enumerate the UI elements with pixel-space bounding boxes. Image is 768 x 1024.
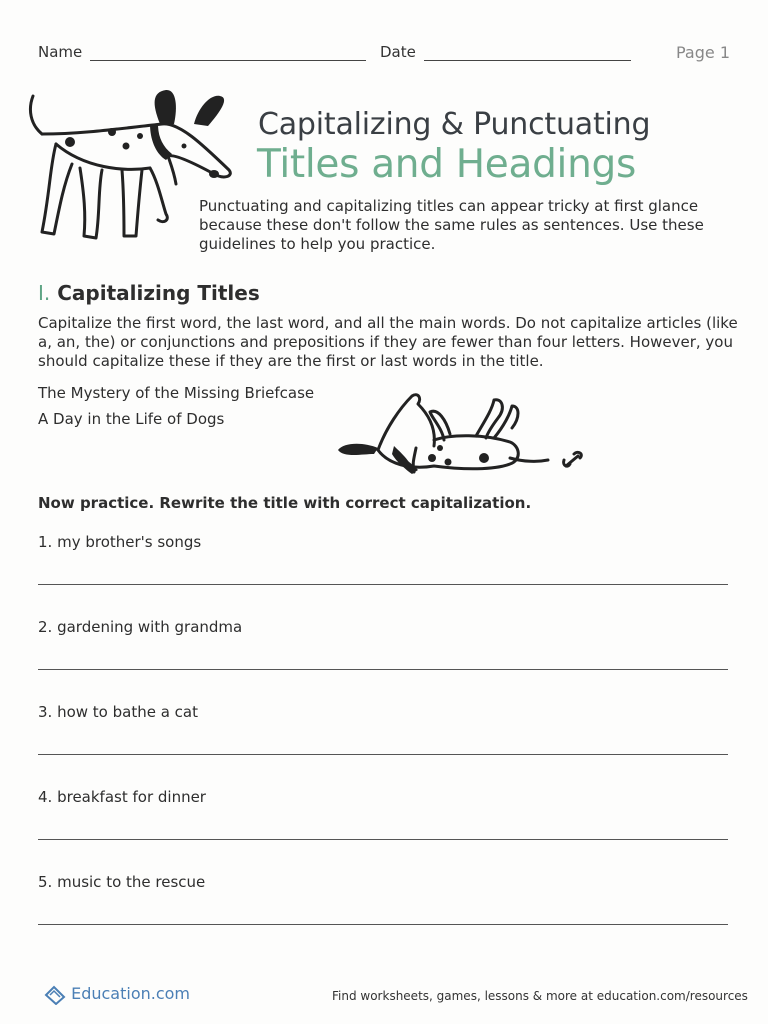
- question-item: 2. gardening with grandma: [38, 618, 243, 636]
- practice-instruction: Now practice. Rewrite the title with correct capitalization.: [38, 494, 532, 512]
- date-field[interactable]: [424, 60, 631, 61]
- intro-paragraph: Punctuating and capitalizing titles can appear tricky at first glance because these don't follow the same rules as sentences. Use these guidelines to help you practice.: [199, 197, 704, 253]
- name-label: Name: [38, 43, 83, 61]
- question-item: 4. breakfast for dinner: [38, 788, 206, 806]
- section-body: Capitalize the first word, the last word, and all the main words. Do not capitalize articles (like a, an, the) or conjunctions and prepositions if they are fewer than four letters. However, you should capitalize these if they are the first or last words in the title.: [38, 314, 738, 370]
- answer-line[interactable]: [38, 669, 728, 670]
- education-logo: [44, 984, 190, 1005]
- name-field[interactable]: [90, 60, 366, 61]
- page-number: Page 1: [676, 43, 730, 62]
- title-line-1: Capitalizing & Punctuating: [258, 107, 651, 142]
- example-title: The Mystery of the Missing Briefcase: [38, 384, 315, 402]
- title-line-2: Titles and Headings: [257, 142, 636, 187]
- footer-text: Find worksheets, games, lessons & more at education.com/resources: [332, 989, 748, 1003]
- example-title: A Day in the Life of Dogs: [38, 410, 225, 428]
- section-number: I.: [38, 281, 51, 305]
- logo-text: Education.com: [71, 984, 191, 1003]
- lying-dog-illustration: [334, 388, 592, 488]
- answer-line[interactable]: [38, 839, 728, 840]
- logo-icon: [44, 985, 66, 1005]
- date-label: Date: [380, 43, 416, 61]
- section-title: Capitalizing Titles: [57, 281, 260, 305]
- question-item: 3. how to bathe a cat: [38, 703, 199, 721]
- question-item: 1. my brother's songs: [38, 533, 202, 551]
- answer-line[interactable]: [38, 924, 728, 925]
- section-heading: [38, 281, 260, 305]
- question-item: 5. music to the rescue: [38, 873, 206, 891]
- answer-line[interactable]: [38, 754, 728, 755]
- answer-line[interactable]: [38, 584, 728, 585]
